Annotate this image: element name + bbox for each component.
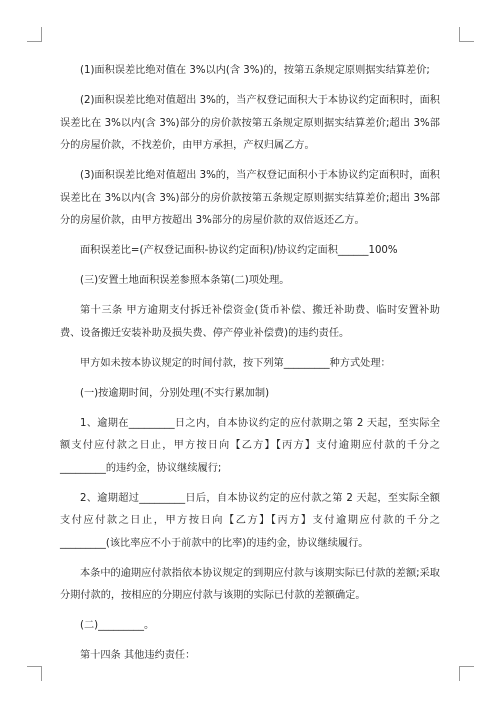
- article-heading: 第十四条 其他违约责任：: [80, 650, 196, 661]
- clause-paragraph: (3)面积误差比绝对值超出 3%的，当产权登记面积小于本协议约定面积时，面积误差比在 3%以内(含 3%)部分的房价款按第五条规定原则据实结算差价;超出 3%部分的房屋价款，由甲方按超出 3%部分的房屋价款的双倍返还乙方。: [60, 170, 440, 226]
- clause-paragraph: (二)_________。: [80, 620, 155, 631]
- crop-mark-bottom-left: [27, 666, 42, 681]
- crop-mark-bottom-right: [459, 666, 474, 681]
- clause-paragraph: 本条中的逾期应付款指依本协议规定的到期应付款与该期实际已付款的差额;采取分期付款的，按相应的分期应付款与该期的实际已付款的差额确定。: [60, 567, 440, 601]
- clause-paragraph: 1、逾期在_________日之内，自本协议约定的应付款期之第 2 天起，至实际全额支付应付款之日止，甲方按日向【乙方】【丙方】支付逾期应付款的千分之_________的违约金，协议继续履行;: [60, 417, 440, 474]
- clause-paragraph: (三)安置土地面积误差参照本条第(二)项处理。: [80, 275, 290, 286]
- clause-paragraph: (1)面积误差比绝对值在 3%以内(含 3%)的，按第五条规定原则据实结算差价;: [80, 65, 430, 76]
- document-body: [60, 60, 440, 675]
- clause-paragraph: 2、逾期超过_________日后，自本协议约定的应付款之第 2 天起，至实际全额支付应付款之日止，甲方按日向【乙方】【丙方】支付逾期应付款的千分之_________(该比率应不小于前款中的比率)的违约金，协议继续履行。: [60, 492, 440, 549]
- formula-paragraph: 面积误差比=(产权登记面积-协议约定面积)/协议约定面积______100%: [80, 245, 398, 256]
- crop-mark-top-right: [459, 27, 474, 42]
- clause-paragraph: (一)按逾期时间，分别处理(不实行累加制): [80, 387, 270, 399]
- article-heading: 第十三条 甲方逾期支付拆迁补偿资金(货币补偿、搬迁补助费、临时安置补助费、设备搬迁安装补助及损失费、停产停业补偿费)的违约责任。: [60, 305, 440, 339]
- clause-paragraph: 甲方如未按本协议规定的时间付款，按下列第_________种方式处理：: [80, 357, 391, 369]
- clause-paragraph: (2)面积误差比绝对值超出 3%的，当产权登记面积大于本协议约定面积时，面积误差比在 3%以内(含 3%)部分的房价款按第五条规定原则据实结算差价;超出 3%部分的房屋价款，不找差价，由甲方承担，产权归属乙方。: [60, 95, 440, 151]
- crop-mark-top-left: [27, 27, 42, 42]
